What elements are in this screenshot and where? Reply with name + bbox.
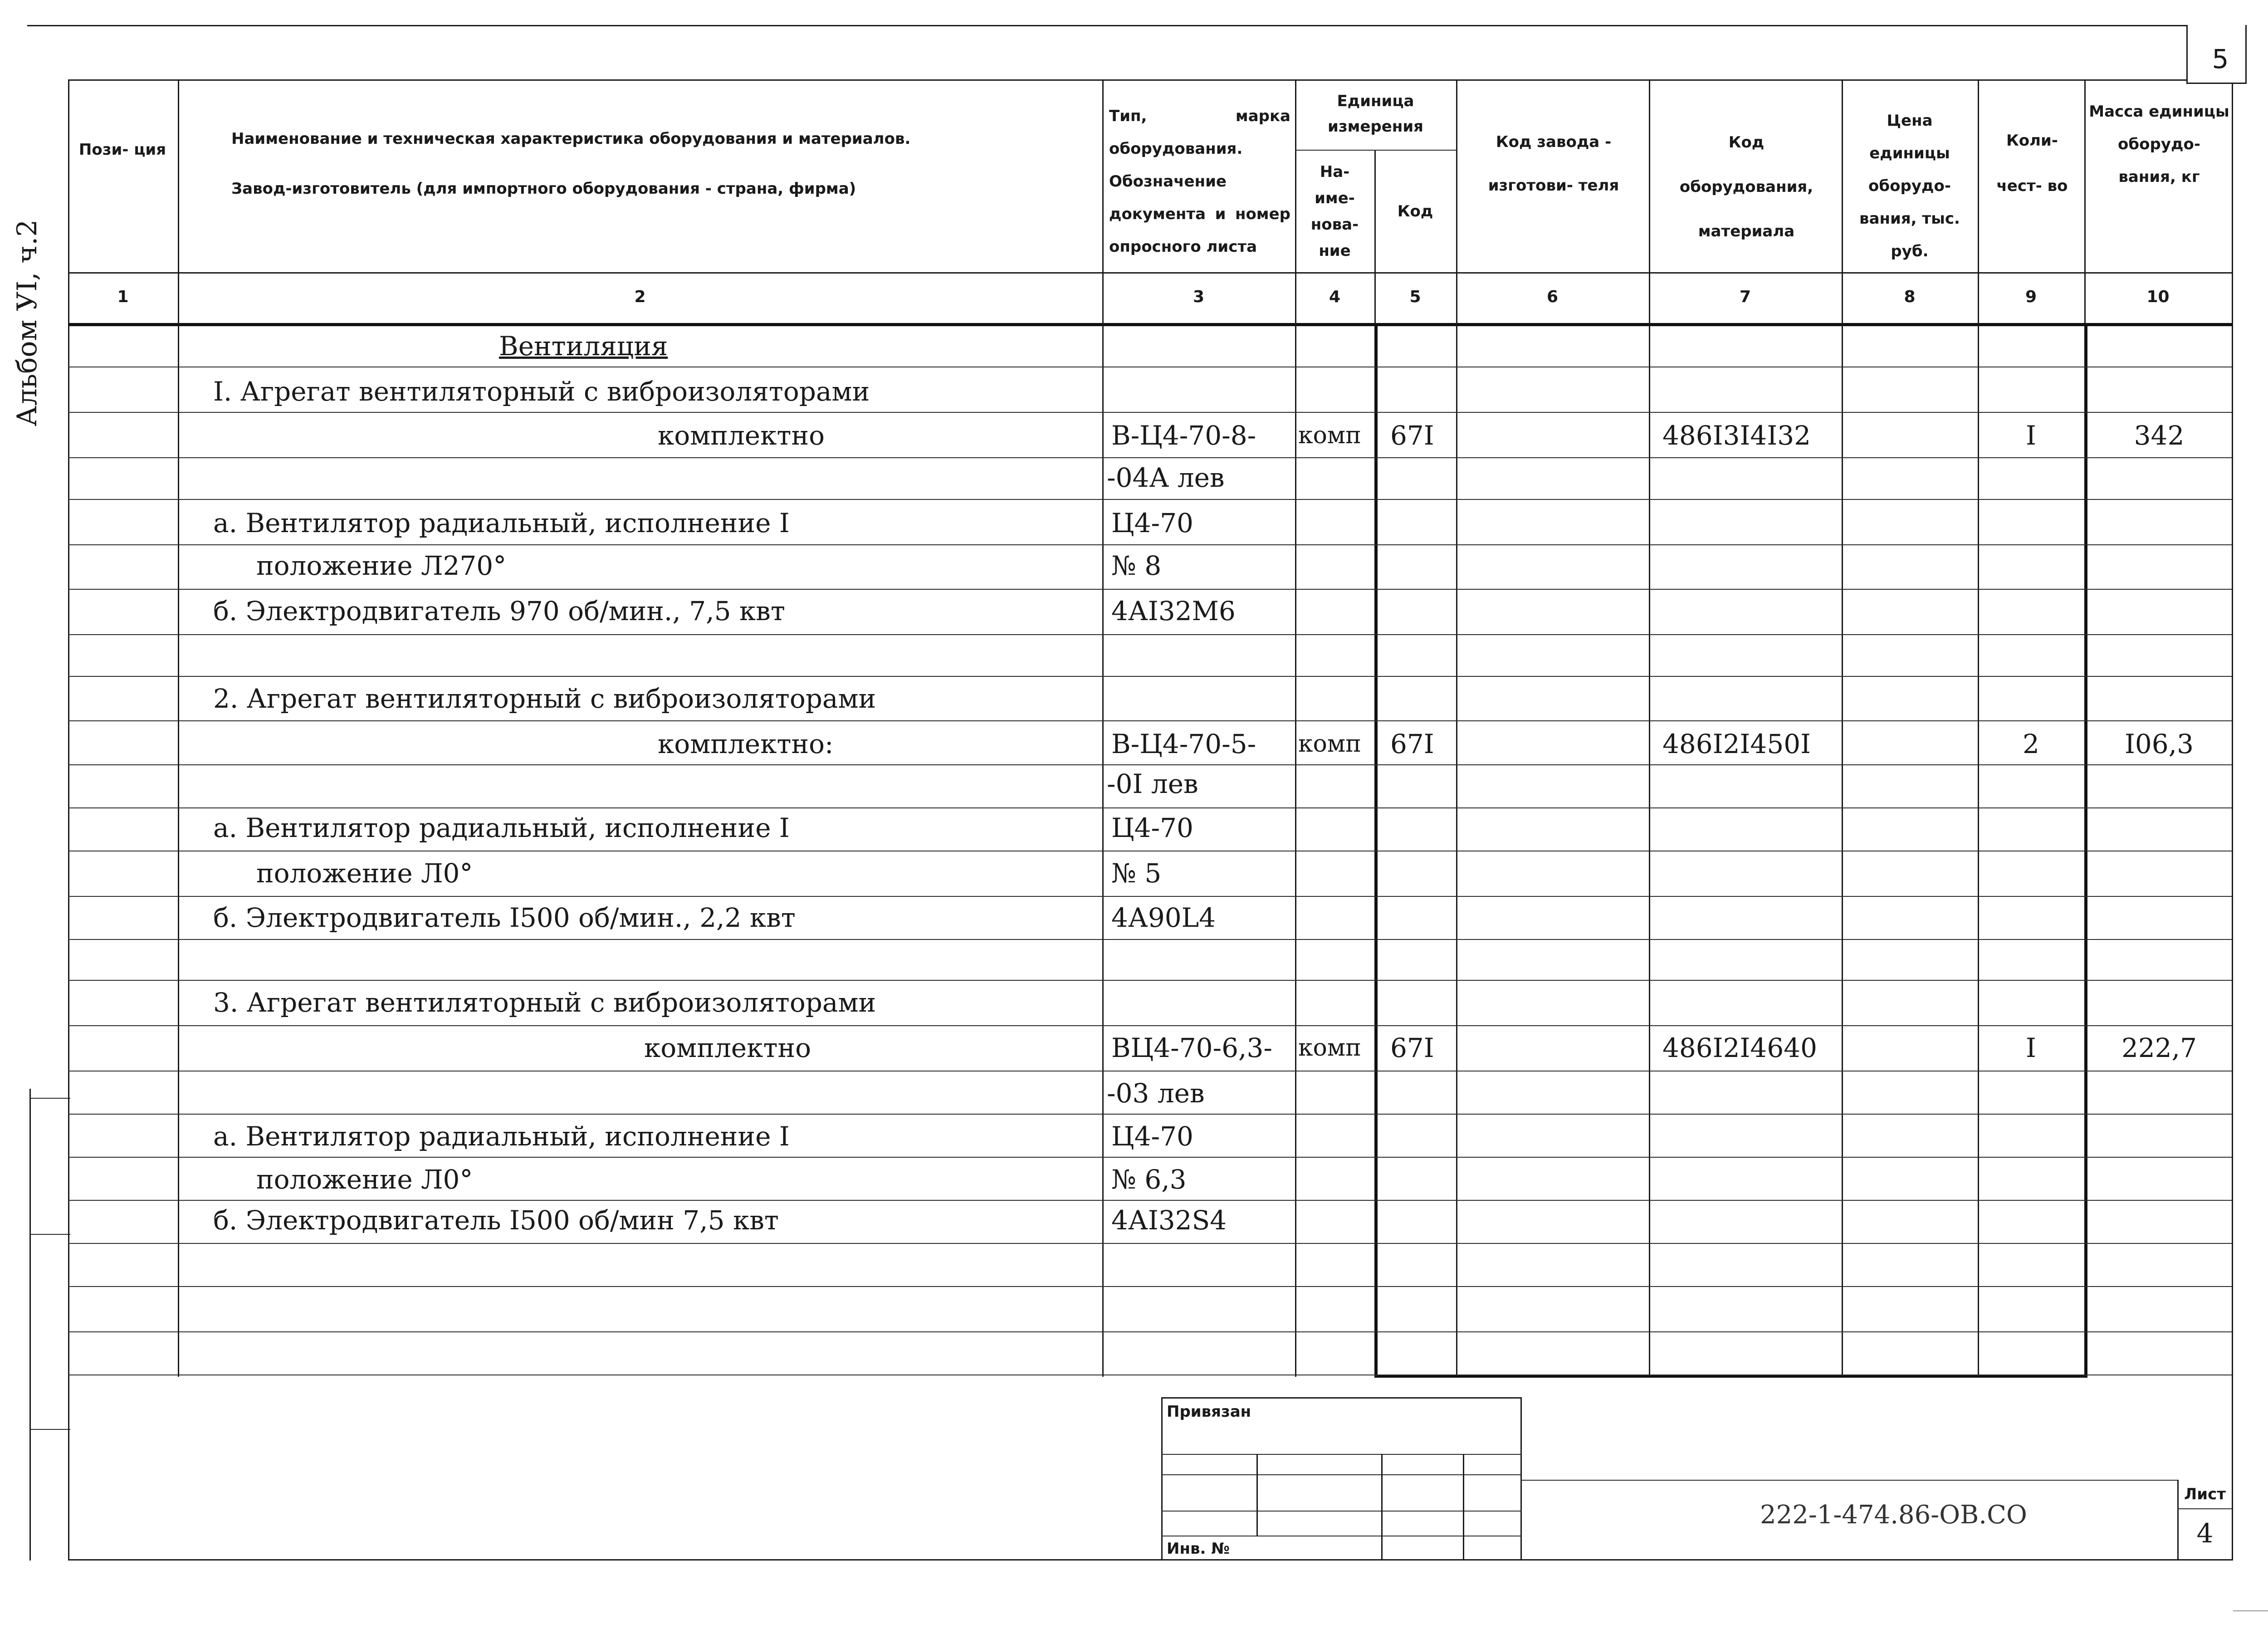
- item-type: В-Ц4-70-8-: [1111, 420, 1256, 451]
- stamp-inv-label: Инв. №: [1167, 1540, 1230, 1558]
- header-quantity: Коли- чест- во: [1996, 132, 2068, 195]
- document-code: 222-1-474.86-ОВ.СО: [1760, 1500, 2027, 1530]
- item-name: б. Электродвигатель 970 об/мин., 7,5 квт: [213, 596, 785, 626]
- header-mass: Масса единицы оборудо- вания, кг: [2089, 103, 2229, 186]
- header-equipment-code: Код оборудования, материала: [1679, 133, 1813, 240]
- item-mass: I06,3: [2124, 729, 2194, 759]
- item-equipment-code: 486I3I4I32: [1662, 420, 1811, 451]
- item-unit-code: 67I: [1390, 1032, 1434, 1063]
- item-equipment-code: 486I2I450I: [1662, 729, 1811, 759]
- item-name: положение Л270°: [256, 550, 507, 581]
- header-name-line2: Завод-изготовитель (для импортного оборудования - страна, фирма): [231, 180, 856, 198]
- item-type: Ц4-70: [1111, 508, 1193, 538]
- item-unit-code: 67I: [1390, 420, 1434, 451]
- header-plant-code: Код завода - изготови- теля: [1488, 133, 1619, 195]
- item-type: 4АI32S4: [1111, 1205, 1227, 1236]
- stamp-sheet-label: Лист: [2184, 1485, 2226, 1503]
- item-name: б. Электродвигатель I500 об/мин., 2,2 квт: [213, 902, 796, 933]
- sheet-number-top: 5: [2212, 44, 2229, 74]
- item-quantity: I: [2026, 1032, 2036, 1063]
- item-name: 3. Агрегат вентиляторный с виброизоляторами: [213, 987, 876, 1018]
- album-label: Альбом УI, ч.2: [11, 219, 43, 426]
- column-number: 3: [1193, 288, 1205, 306]
- column-number: 10: [2146, 288, 2170, 306]
- item-name: комплектно: [644, 1032, 811, 1063]
- item-type: 4АI32М6: [1111, 596, 1236, 626]
- item-type: № 8: [1111, 550, 1162, 581]
- item-type: № 5: [1111, 858, 1162, 889]
- item-type: В-Ц4-70-5-: [1111, 729, 1256, 759]
- item-equipment-code: 486I2I4640: [1662, 1032, 1818, 1063]
- column-number: 6: [1546, 288, 1559, 306]
- column-number: 7: [1739, 288, 1751, 306]
- header-position: Пози- ция: [78, 141, 166, 159]
- item-type: 4А90L4: [1111, 902, 1216, 933]
- item-unit: комп: [1298, 730, 1361, 758]
- item-type: Ц4-70: [1111, 1121, 1193, 1152]
- item-unit-code: 67I: [1390, 729, 1434, 759]
- column-number: 1: [117, 288, 129, 306]
- item-name: а. Вентилятор радиальный, исполнение I: [213, 1121, 790, 1152]
- column-number: 2: [634, 288, 646, 306]
- header-price: Цена единицы оборудо- вания, тыс. руб.: [1859, 112, 1960, 260]
- item-unit: комп: [1298, 422, 1361, 449]
- item-type: ВЦ4-70-6,3-: [1111, 1032, 1272, 1063]
- section-title: Вентиляция: [499, 331, 668, 362]
- item-name: а. Вентилятор радиальный, исполнение I: [213, 812, 790, 843]
- header-name-line1: Наименование и техническая характеристика оборудования и материалов.: [231, 130, 911, 148]
- item-name: I. Агрегат вентиляторный с виброизоляторами: [213, 376, 870, 407]
- item-name: комплектно:: [658, 729, 834, 759]
- item-quantity: 2: [2023, 729, 2039, 759]
- item-name: положение Л0°: [256, 858, 473, 889]
- item-type: -03 лев: [1107, 1078, 1205, 1109]
- column-number: 8: [1904, 288, 1916, 306]
- header-unit-group: Единица измерения: [1328, 92, 1423, 136]
- item-quantity: I: [2026, 420, 2036, 451]
- item-name: б. Электродвигатель I500 об/мин 7,5 квт: [213, 1205, 779, 1236]
- item-name: комплектно: [658, 420, 825, 451]
- stamp-bound-label: Привязан: [1167, 1403, 1251, 1421]
- column-number: 5: [1409, 288, 1421, 306]
- item-type: -0I лев: [1107, 768, 1198, 799]
- column-number: 9: [2025, 288, 2037, 306]
- item-type: -04А лев: [1107, 462, 1225, 493]
- item-mass: 222,7: [2121, 1032, 2197, 1063]
- stamp-sheet-number: 4: [2196, 1518, 2214, 1549]
- item-name: а. Вентилятор радиальный, исполнение I: [213, 508, 790, 538]
- item-name: 2. Агрегат вентиляторный с виброизоляторами: [213, 683, 876, 714]
- item-unit: комп: [1298, 1034, 1361, 1062]
- header-unit-name: На- име- нова- ние: [1310, 163, 1359, 260]
- column-number: 4: [1329, 288, 1341, 306]
- item-name: положение Л0°: [256, 1164, 473, 1195]
- item-type: Ц4-70: [1111, 812, 1193, 843]
- item-type: № 6,3: [1111, 1164, 1187, 1195]
- item-mass: 342: [2134, 420, 2185, 451]
- header-unit-code: Код: [1397, 202, 1433, 220]
- header-type: Тип, марка оборудования. Обозначение документа и номер опросного листа: [1109, 107, 1290, 256]
